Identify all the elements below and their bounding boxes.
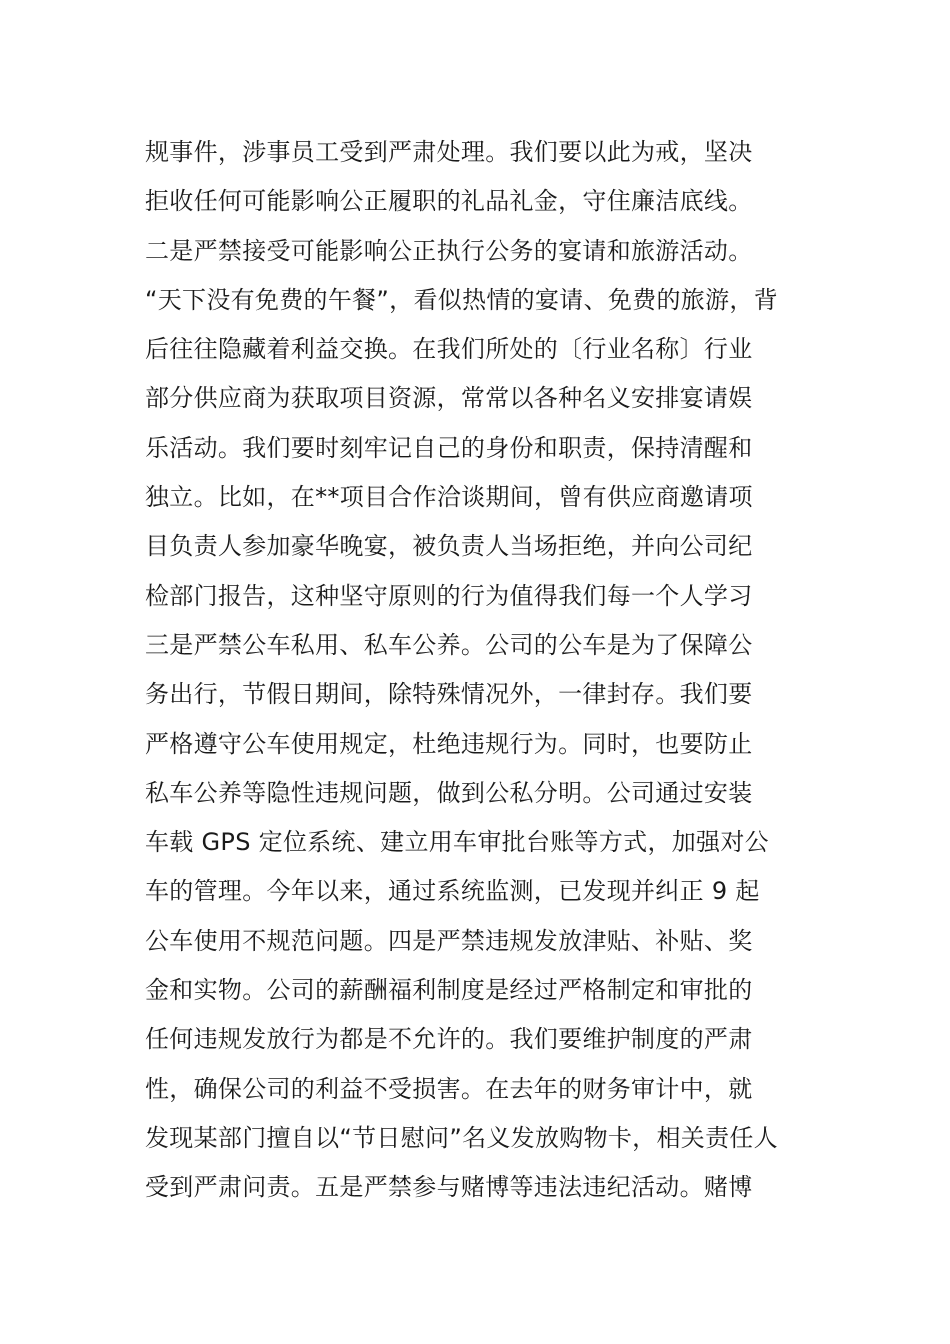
text-line: 车的管理。今年以来，通过系统监测，已发现并纠正 9 起 [145,877,760,906]
text-line: 检部门报告，这种坚守原则的行为值得我们每一个人学习 [145,581,753,610]
text-line: 乐活动。我们要时刻牢记自己的身份和职责，保持清醒和 [145,433,753,462]
text-line: 目负责人参加豪华晚宴，被负责人当场拒绝，并向公司纪 [145,532,753,561]
text-line: 规事件，涉事员工受到严肃处理。我们要以此为戒，坚决 [145,138,753,166]
text-line: 车载 GPS 定位系统、建立用车审批台账等方式，加强对公 [145,828,769,857]
text-line: 任何违规发放行为都是不允许的。我们要维护制度的严肃 [145,1025,753,1054]
text-line: 独立。比如，在**项目合作洽谈期间，曾有供应商邀请项 [145,483,753,512]
text-line: 严格遵守公车使用规定，杜绝违规行为。同时，也要防止 [145,729,753,758]
text-line: 拒收任何可能影响公正履职的礼品礼金，守住廉洁底线。 [145,187,753,216]
text-line: 公车使用不规范问题。四是严禁违规发放津贴、补贴、奖 [145,926,753,955]
text-line: 后往往隐藏着利益交换。在我们所处的〔行业名称〕行业 [145,335,753,364]
text-line: 性，确保公司的利益不受损害。在去年的财务审计中，就 [145,1074,753,1103]
text-line: 部分供应商为获取项目资源，常常以各种名义安排宴请娱 [145,384,753,413]
text-line: 二是严禁接受可能影响公正执行公务的宴请和旅游活动。 [145,236,753,265]
text-line: “天下没有免费的午餐”，看似热情的宴请、免费的旅游，背 [145,285,778,314]
text-line: 三是严禁公车私用、私车公养。公司的公车是为了保障公 [145,630,753,659]
text-line: 受到严肃问责。五是严禁参与赌博等违法违纪活动。赌博 [145,1173,753,1202]
text-line: 发现某部门擅自以“节日慰问”名义发放购物卡，相关责任人 [145,1123,778,1152]
text-line: 私车公养等隐性违规问题，做到公私分明。公司通过安装 [145,778,753,807]
text-line: 金和实物。公司的薪酬福利制度是经过严格制定和审批的 [145,976,753,1005]
text-line: 务出行，节假日期间，除特殊情况外，一律封存。我们要 [145,680,753,709]
body-text [145,128,825,1213]
